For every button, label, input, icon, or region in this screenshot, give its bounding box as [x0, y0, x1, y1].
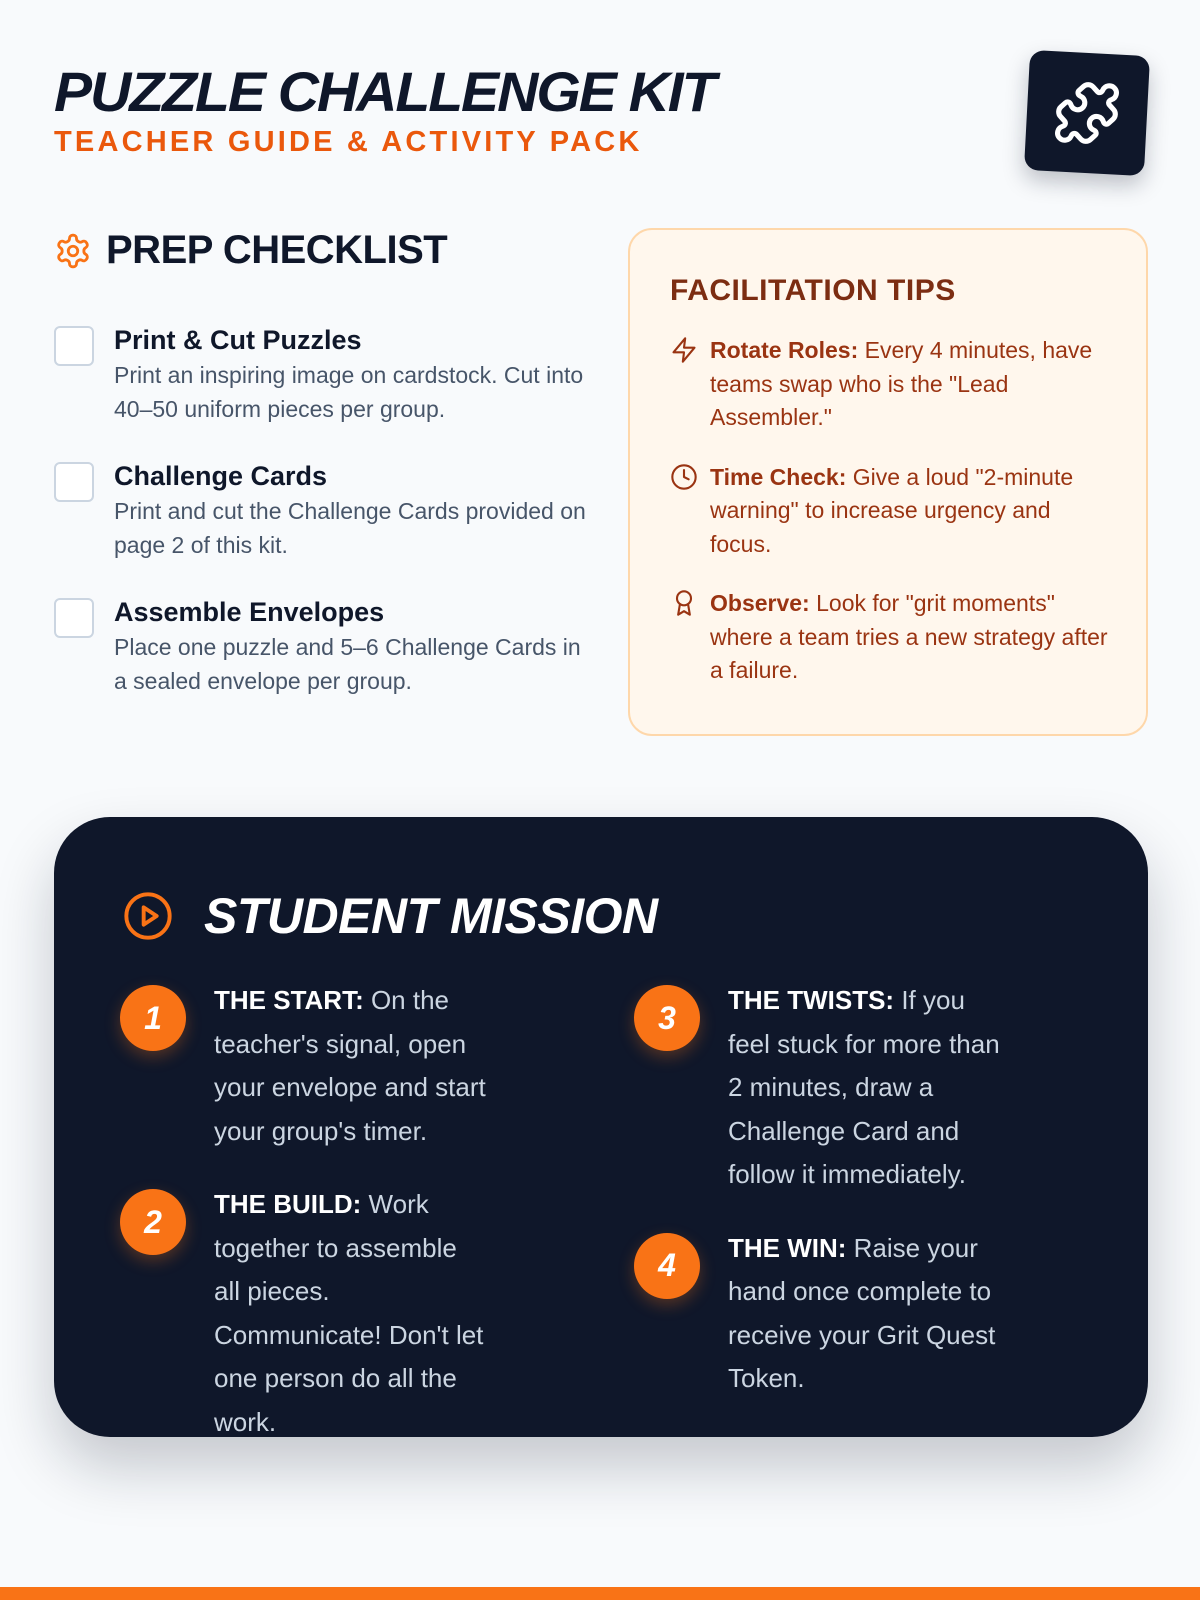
- step-body: Work together to assemble all pieces. Communicate! Don't let one person do all the work.: [214, 1189, 484, 1437]
- clock-icon: [670, 463, 698, 491]
- prep-checklist-heading: [54, 228, 447, 273]
- puzzle-piece-icon: [1051, 77, 1122, 148]
- student-mission-panel: [54, 817, 1148, 1437]
- mission-step: [634, 985, 1004, 1197]
- step-body: If you feel stuck for more than 2 minutes, draw a Challenge Card and follow it immediately.: [728, 985, 1000, 1189]
- award-icon: [670, 589, 698, 617]
- facilitation-tips-card: [628, 228, 1148, 736]
- checklist-checkbox[interactable]: [54, 462, 94, 502]
- mission-steps-left: [120, 985, 490, 1480]
- tip-item: [670, 461, 1108, 562]
- tip-text: [710, 461, 1108, 562]
- logo-badge: [1024, 50, 1150, 176]
- checklist-checkbox[interactable]: [54, 326, 94, 366]
- page-header: [54, 58, 715, 159]
- tip-body: Every 4 minutes, have teams swap who is the "Lead Assembler.": [710, 337, 1093, 430]
- tip-item: [670, 334, 1108, 435]
- checklist-item-title: Assemble Envelopes: [114, 597, 385, 627]
- page-title: PUZZLE CHALLENGE KIT: [54, 60, 715, 123]
- checklist-item-content: [114, 594, 594, 698]
- step-label: THE START:: [214, 985, 364, 1015]
- step-text: [728, 1227, 1004, 1401]
- checklist-checkbox[interactable]: [54, 598, 94, 638]
- step-text: [728, 979, 1004, 1197]
- tip-item: [670, 587, 1108, 688]
- tip-text: [710, 334, 1108, 435]
- student-mission-title: STUDENT MISSION: [204, 888, 658, 944]
- mission-step: [634, 1233, 1004, 1401]
- step-text: [214, 979, 490, 1153]
- student-mission-heading: [122, 887, 658, 945]
- tip-body: Look for "grit moments" where a team tries a new strategy after a failure.: [710, 590, 1108, 683]
- step-label: THE BUILD:: [214, 1189, 362, 1219]
- checklist-item-desc: Place one puzzle and 5–6 Challenge Cards in a sealed envelope per group.: [114, 634, 581, 694]
- step-number-badge: 1: [120, 985, 186, 1051]
- gear-icon: [54, 232, 92, 270]
- checklist-item-content: [114, 322, 594, 426]
- mission-steps-right: [634, 985, 1004, 1437]
- facilitation-tips-title: FACILITATION TIPS: [670, 274, 956, 307]
- checklist-item-desc: Print and cut the Challenge Cards provided on page 2 of this kit.: [114, 498, 586, 558]
- checklist-item-title: Challenge Cards: [114, 461, 328, 491]
- step-body: On the teacher's signal, open your envelope and start your group's timer.: [214, 985, 486, 1146]
- tip-label: Rotate Roles:: [710, 337, 859, 363]
- step-label: THE TWISTS:: [728, 985, 895, 1015]
- checklist-item: [54, 458, 594, 562]
- prep-checklist: [54, 322, 594, 730]
- checklist-item: [54, 594, 594, 698]
- tip-label: Observe:: [710, 590, 810, 616]
- play-circle-icon: [122, 890, 174, 942]
- step-text: [214, 1183, 490, 1444]
- checklist-item-title: Print & Cut Puzzles: [114, 325, 362, 355]
- page-subtitle: TEACHER GUIDE & ACTIVITY PACK: [54, 126, 643, 158]
- checklist-item: [54, 322, 594, 426]
- tip-body: Give a loud "2-minute warning" to increase urgency and focus.: [710, 463, 1074, 557]
- step-number-badge: 2: [120, 1189, 186, 1255]
- step-number-badge: 4: [634, 1233, 700, 1299]
- lightning-icon: [670, 336, 698, 364]
- prep-checklist-title: PREP CHECKLIST: [106, 228, 448, 272]
- checklist-item-content: [114, 458, 594, 562]
- mission-step: [120, 1189, 490, 1444]
- step-number-badge: 3: [634, 985, 700, 1051]
- step-label: THE WIN:: [728, 1232, 847, 1263]
- bottom-accent-bar: [0, 1587, 1200, 1600]
- tip-label: Time Check:: [710, 463, 847, 490]
- step-body: Raise your hand once complete to receive your Grit Quest Token.: [728, 1232, 996, 1393]
- checklist-item-desc: Print an inspiring image on cardstock. Cut into 40–50 uniform pieces per group.: [114, 362, 584, 422]
- tip-text: [710, 587, 1108, 688]
- mission-step: [120, 985, 490, 1153]
